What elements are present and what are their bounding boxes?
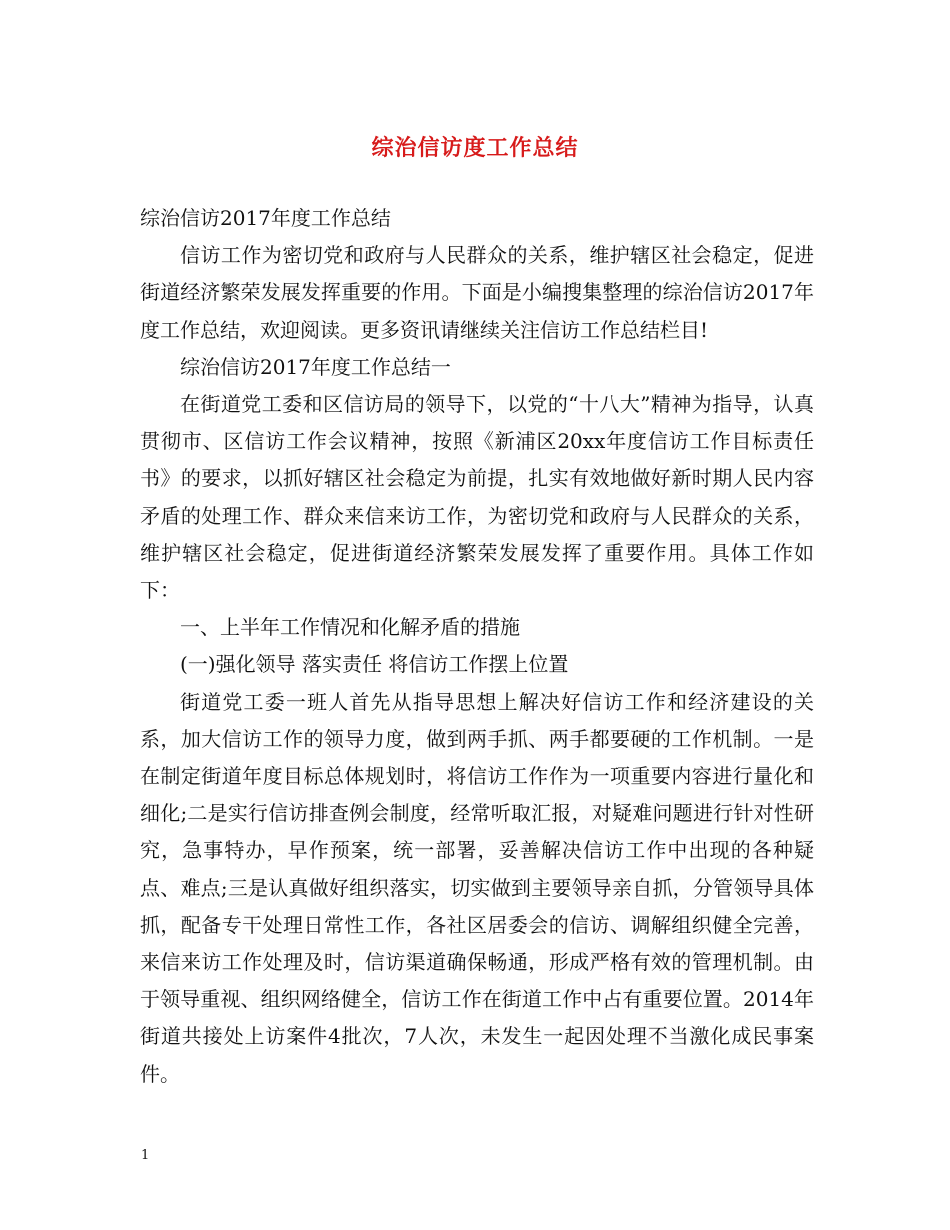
page-number: 1 — [141, 1148, 150, 1163]
paragraph-overview: 在街道党工委和区信访局的领导下，以党的“十八大”精神为指导，认真贯彻市、区信访工作会议精神，按照《新浦区20xx年度信访工作目标责任书》的要求，以抓好辖区社会稳定为前提，扎实有效地做好新时期人民内容矛盾的处理工作、群众来信来访工作，为密切党和政府与人民群众的关系，维护辖区社会稳定，促进街道经济繁荣发展发挥了重要作用。具体工作如下： — [140, 392, 814, 603]
document-body — [140, 200, 814, 1093]
paragraph-intro: 信访工作为密切党和政府与人民群众的关系，维护辖区社会稳定，促进街道经济繁荣发展发挥重要的作用。下面是小编搜集整理的综治信访2017年度工作总结，欢迎阅读。更多资讯请继续关注信访工作总结栏目! — [140, 243, 814, 342]
paragraph-subtitle: 综治信访2017年度工作总结一 — [180, 354, 451, 379]
paragraph-heading: 综治信访2017年度工作总结 — [140, 206, 391, 230]
section-heading: 一、上半年工作情况和化解矛盾的措施 — [180, 615, 520, 640]
subsection-heading: (一)强化领导 落实责任 将信访工作摆上位置 — [180, 652, 569, 677]
document-title: 综治信访度工作总结 — [371, 135, 579, 161]
paragraph-details: 街道党工委一班人首先从指导思想上解决好信访工作和经济建设的关系，加大信访工作的领导力度，做到两手抓、两手都要硬的工作机制。一是在制定街道年度目标总体规划时，将信访工作作为一项重要内容进行量化和细化;二是实行信访排查例会制度，经常听取汇报，对疑难问题进行针对性研究，急事特办，早作预案，统一部署，妥善解决信访工作中出现的各种疑点、难点;三是认真做好组织落实，切实做到主要领导亲自抓，分管领导具体抓，配备专干处理日常性工作，各社区居委会的信访、调解组织健全完善，来信来访工作处理及时，信访渠道确保畅通，形成严格有效的管理机制。由于领导重视、组织网络健全，信访工作在街道工作中占有重要位置。2014年街道共接处上访案件4批次，7人次，未发生一起因处理不当激化成民事案件。 — [140, 689, 814, 1086]
